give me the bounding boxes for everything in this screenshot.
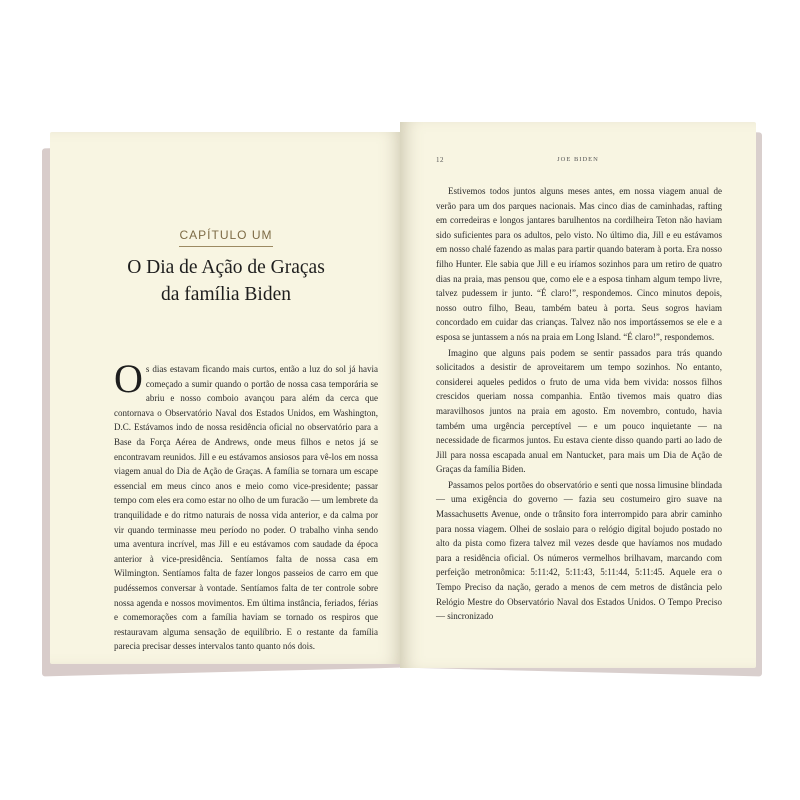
paragraph: Estivemos todos juntos alguns meses antes, em nossa viagem anual de verão para um dos parques nacionais. Mas cinco dias de caminhadas, rafting em corredeiras e longos jantares barulhentos na cordilheira Teton não haviam sido suficientes para os adultos, pelo visto. No último dia, Jill e eu estávamos em nosso chalé fazendo as malas para partir quando bateram à porta. Era nosso filho Hunter. Ele sabia que Jill e eu iríamos sozinhos para um retiro de quatro dias na praia, mas pensou que, como ele e a esposa tinham algum tempo livre, talvez pudessem ir junto. “É claro!”, respondemos. Cinco minutos depois, nosso outro filho, Beau, também bateu à porta. Seus sogros haviam concordado em cuidar das crianças. Talvez não nos importássemos se ele e a esposa se juntassem a nós na praia em Long Island. “É claro!”, respondemos. (436, 186, 722, 342)
chapter-label: CAPÍTULO UM (50, 228, 402, 242)
chapter-title-line-2: da família Biden (161, 284, 291, 305)
opening-paragraph (114, 356, 378, 654)
opening-paragraph-text: s dias estavam ficando mais curtos, então a luz do sol já havia começado a sumir quando o portão de nossa casa temporária se abriu e nosso comboio avançou para além da cerca que contornava o Observatório Naval dos Estados Unidos, em Washington, D.C. Estávamos indo de nossa residência oficial no observatório para a Base da Força Aérea de Andrews, onde meus filhos e netos já se encontravam reunidos. Jill e eu estávamos ansiosos para vê-los em nossa viagem anual do Dia de Ação de Graças. A família se tornara um escape essencial em meus cinco anos e meio como vice-presidente; passar tempo com eles era como estar no olho de um furacão — um lembrete da tranquilidade e do ritmo naturais de nossa vida anterior, e da calma por vir quando terminasse meu período no poder. O trabalho vinha sendo uma aventura incrível, mas Jill e eu estávamos com saudade da época anterior à vice-presidência. Sentíamos falta de nossa casa em Wilmington. Sentíamos falta de fazer longos passeios de carro em que pudéssemos conversar à vontade. Sentíamos falta de ter controle sobre nossa agenda e nossos movimentos. Em última instância, feriados, férias e comemorações com a família haviam se tornado os respiros que restauravam alguma sensação de equilíbrio. E o restante da família parecia precisar desses intervalos tanto quanto nós dois. (114, 364, 378, 652)
page-number: 12 (436, 156, 444, 164)
right-page (400, 122, 756, 668)
paragraph: Imagino que alguns pais podem se sentir passados para trás quando solicitados a desistir de aproveitarem um tempo sozinhos. No entanto, considerei aqueles pedidos o fruto de uma vida bem vivida: nossos filhos crescidos queriam nossa companhia. Então tivemos mais quatro dias maravilhosos juntos na praia em agosto. Em novembro, contudo, havia também uma urgência perceptível — e um pouco inquietante — na necessidade de ficarmos juntos. Eu estava ciente disso quando parti ao lado de Jill para nossa escapada anual em Nantucket, para mais um Dia de Ação de Graças da família Biden. (436, 347, 722, 475)
chapter-title-line-1: O Dia de Ação de Graças (127, 257, 325, 278)
paragraph: Passamos pelos portões do observatório e senti que nossa limusine blindada — uma exigência do governo — fazia seu costumeiro giro suave na Massachusetts Avenue, onde o trânsito fora interrompido para abrir caminho para nossa viagem. Olhei de soslaio para o relógio digital bojudo postado no alto da pista como fizera talvez mil vezes desde que havíamos nos mudado para a residência oficial. Os números vermelhos brilhavam, marcando com perfeição metronômica: 5:11:42, 5:11:43, 5:11:44, 5:11:45. Aquele era o Tempo Preciso da nação, gerado a menos de cem metros de distância pelo Relógio Mestre do Observatório Naval dos Estados Unidos. O Tempo Preciso — sincronizado (436, 479, 722, 622)
chapter-title (50, 254, 402, 308)
running-head: JOE BIDEN (557, 156, 599, 163)
left-page (50, 132, 402, 664)
drop-cap: O (114, 356, 143, 401)
body-text (436, 184, 722, 625)
